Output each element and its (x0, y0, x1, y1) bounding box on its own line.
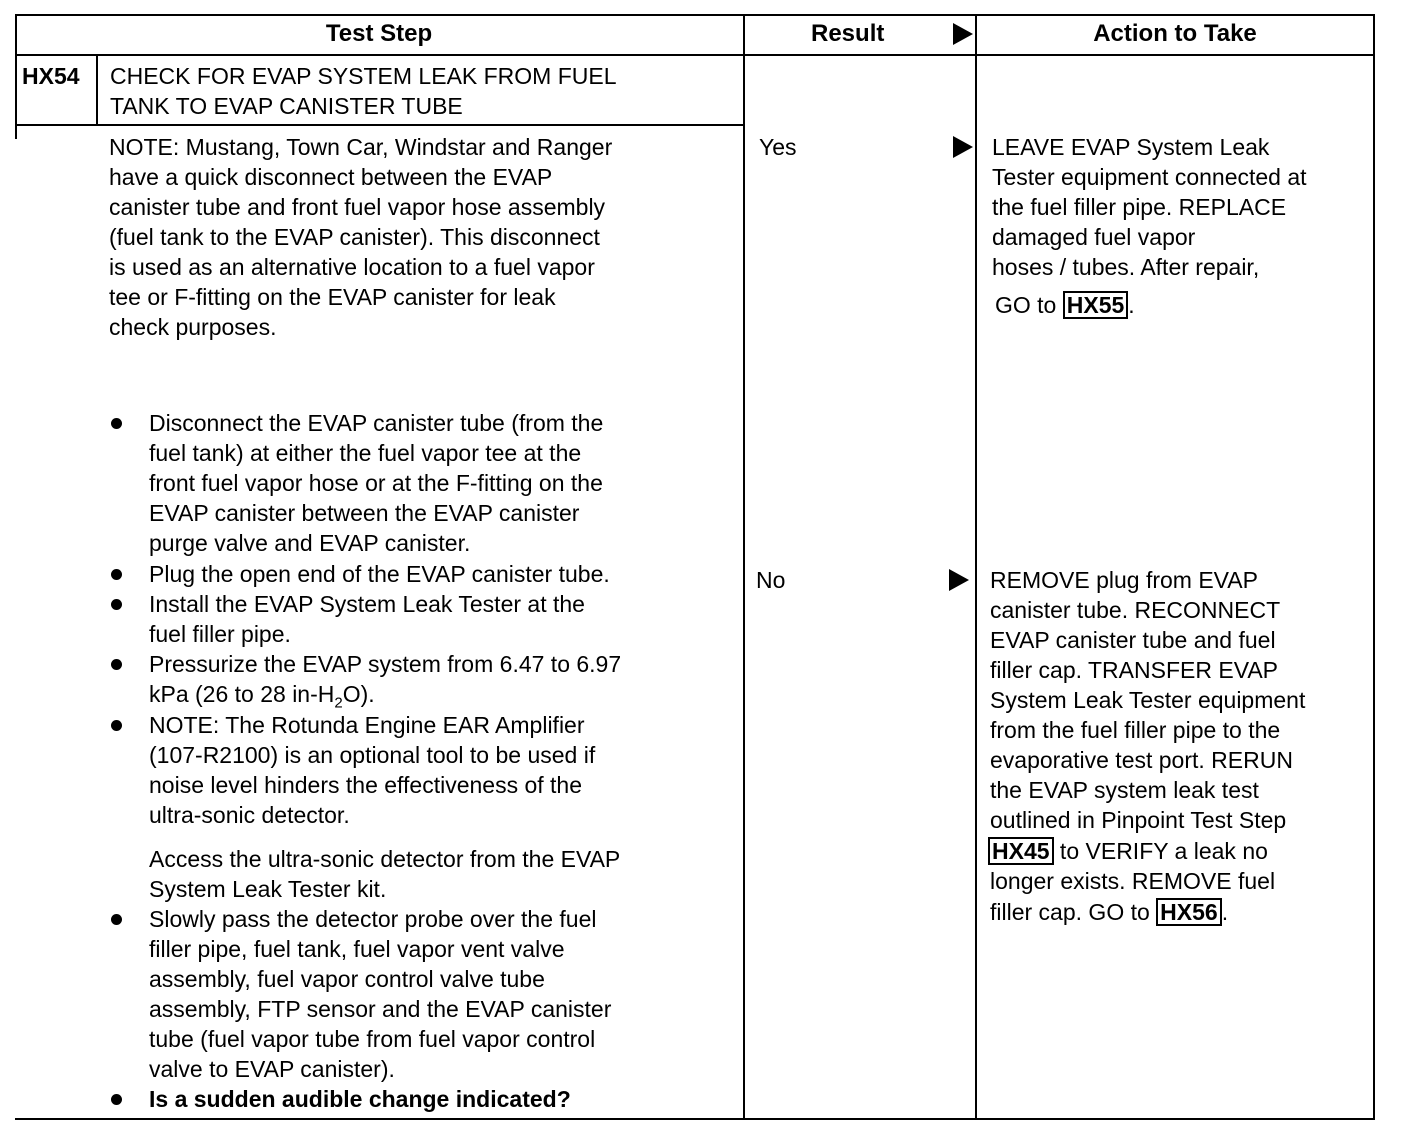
header-divider (15, 54, 1375, 56)
yes-action-line: hoses / tubes. After repair, (992, 254, 1260, 280)
procedure-line: Slowly pass the detector probe over the fuel (149, 906, 597, 932)
no-last-prefix: filler cap. GO to (990, 899, 1157, 925)
procedure-line: EVAP canister between the EVAP canister (149, 500, 580, 526)
goto-hx45-link[interactable]: HX45 (988, 837, 1054, 865)
no-action-line: from the fuel filler pipe to the (990, 717, 1281, 743)
step-title-line-2: TANK TO EVAP CANISTER TUBE (110, 93, 463, 119)
no-action-line: the EVAP system leak test (990, 777, 1259, 803)
note-line-3: canister tube and front fuel vapor hose assembly (109, 194, 606, 220)
no-arrow-icon (949, 569, 969, 591)
note-line-6: tee or F-fitting on the EVAP canister for leak (109, 284, 556, 310)
procedure-line: System Leak Tester kit. (149, 876, 387, 902)
goto-hx56-link[interactable]: HX56 (1156, 898, 1222, 926)
bullet-icon (111, 418, 122, 429)
bullet-icon (111, 569, 122, 580)
table-bottom-border (15, 1118, 1375, 1120)
pressure-text: kPa (26 to 28 in-H (149, 681, 335, 707)
table-right-border (1373, 14, 1375, 1120)
no-action-line: REMOVE plug from EVAP (990, 567, 1258, 593)
procedure-line: noise level hinders the effectiveness of the (149, 772, 583, 798)
no-ref1-line (988, 836, 1268, 866)
header-result: Result (811, 20, 885, 47)
no-action-line: outlined in Pinpoint Test Step (990, 807, 1287, 833)
note-line-5: is used as an alternative location to a fuel vapor (109, 254, 595, 280)
pressure-subscript: 2 (334, 694, 343, 712)
header-action: Action to Take (1093, 20, 1257, 47)
procedure-line: Disconnect the EVAP canister tube (from the (149, 410, 604, 436)
note-line-7: check purposes. (109, 314, 277, 340)
goto-hx55-link[interactable]: HX55 (1063, 291, 1129, 319)
step-id-divider (96, 54, 98, 126)
note-line-1: NOTE: Mustang, Town Car, Windstar and Ranger (109, 134, 613, 160)
yes-action-line: the fuel filler pipe. REPLACE (992, 194, 1287, 220)
procedure-line: Plug the open end of the EVAP canister tube. (149, 561, 610, 587)
bullet-icon (111, 659, 122, 670)
pressure-suffix: O). (342, 681, 375, 707)
no-last-suffix: . (1221, 899, 1229, 925)
procedure-line: assembly, FTP sensor and the EVAP canister (149, 996, 612, 1022)
procedure-line: NOTE: The Rotunda Engine EAR Amplifier (149, 712, 585, 738)
header-arrow-icon (953, 23, 973, 45)
procedure-line: fuel tank) at either the fuel vapor tee at the (149, 440, 582, 466)
yes-goto-prefix: GO to (995, 292, 1063, 318)
procedure-line: valve to EVAP canister). (149, 1056, 395, 1082)
yes-arrow-icon (953, 136, 973, 158)
result-column-divider (743, 14, 745, 1120)
no-action-line: filler cap. TRANSFER EVAP (990, 657, 1279, 683)
procedure-line: assembly, fuel vapor control valve tube (149, 966, 545, 992)
note-line-4: (fuel tank to the EVAP canister). This disconnect (109, 224, 600, 250)
no-action-line: System Leak Tester equipment (990, 687, 1306, 713)
procedure-line: Pressurize the EVAP system from 6.47 to 6.97 (149, 651, 622, 677)
procedure-line: tube (fuel vapor tube from fuel vapor control (149, 1026, 596, 1052)
bullet-icon (111, 599, 122, 610)
bullet-icon (111, 720, 122, 731)
procedure-line: (107-R2100) is an optional tool to be used if (149, 742, 596, 768)
no-action-line: evaporative test port. RERUN (990, 747, 1293, 773)
result-yes: Yes (759, 134, 797, 160)
procedure-line: fuel filler pipe. (149, 621, 291, 647)
bullet-icon (111, 1094, 122, 1105)
no-last-line (990, 897, 1228, 927)
test-table (15, 14, 1375, 1120)
no-action-line: EVAP canister tube and fuel (990, 627, 1276, 653)
no-action-line: canister tube. RECONNECT (990, 597, 1281, 623)
note-line-2: have a quick disconnect between the EVAP (109, 164, 553, 190)
yes-goto-suffix: . (1128, 292, 1135, 318)
step-id: HX54 (22, 63, 80, 89)
yes-goto-line (995, 290, 1135, 320)
step-title-divider (15, 124, 745, 126)
bullet-icon (111, 914, 122, 925)
no-ref1-suffix: to VERIFY a leak no (1053, 838, 1268, 864)
procedure-line: front fuel vapor hose or at the F-fitting on the (149, 470, 603, 496)
yes-action-line: Tester equipment connected at (992, 164, 1307, 190)
procedure-line: Access the ultra-sonic detector from the EVAP (149, 846, 621, 872)
result-no: No (756, 567, 786, 593)
procedure-line: ultra-sonic detector. (149, 802, 350, 828)
header-test-step: Test Step (325, 20, 433, 47)
step-title-line-1: CHECK FOR EVAP SYSTEM LEAK FROM FUEL (110, 63, 617, 89)
procedure-line: Install the EVAP System Leak Tester at the (149, 591, 585, 617)
procedure-question: Is a sudden audible change indicated? (149, 1086, 571, 1112)
procedure-line: filler pipe, fuel tank, fuel vapor vent valve (149, 936, 565, 962)
yes-action-line: damaged fuel vapor (992, 224, 1196, 250)
no-action-line: longer exists. REMOVE fuel (990, 868, 1276, 894)
procedure-line: purge valve and EVAP canister. (149, 530, 471, 556)
action-column-divider (975, 14, 977, 1120)
yes-action-line: LEAVE EVAP System Leak (992, 134, 1270, 160)
